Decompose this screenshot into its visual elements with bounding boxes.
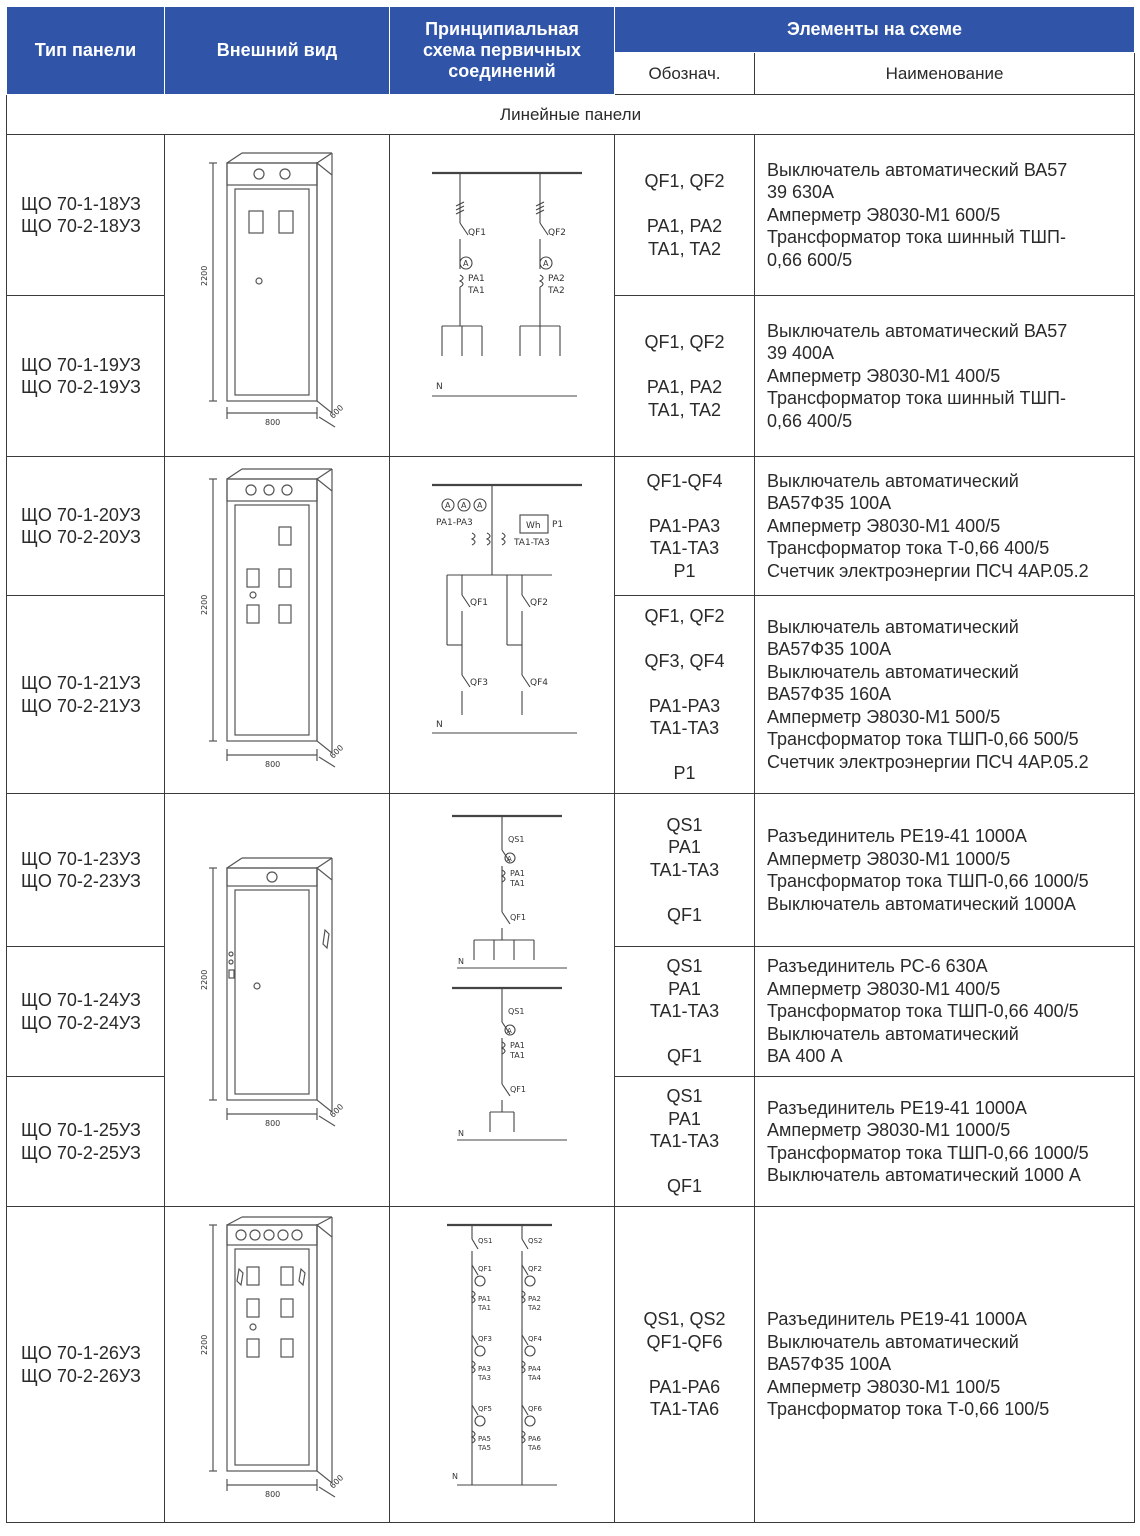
names-cell [755,296,1135,457]
code-line: QF1 [666,1176,702,1197]
label-qf1: QF1 [510,1085,526,1094]
cabinet-side [317,868,332,1112]
label-ta5: TA5 [478,1443,491,1452]
header-scheme-text: Принципиальная схема первичных соединений [423,19,581,81]
meter-window [279,605,291,623]
meter-window [279,211,293,233]
name-line: Амперметр Э8030-М1 600/5 [767,204,1001,225]
label-ta1: TA1 [468,285,485,296]
label-qf1: QF1 [478,1264,492,1273]
label-pa4: PA4 [528,1364,542,1373]
indicator-lamp [292,1230,302,1240]
meter-window [249,211,263,233]
scheme-cell [390,457,615,794]
type-line: ЩО 70-1-20УЗ [21,504,141,525]
code-line: PA1 [668,978,701,999]
label-ta1: TA1 [510,879,525,888]
code-line: PA1-PA3 [648,695,721,716]
code-line: TA1, TA2 [647,399,722,420]
label-qs1: QS1 [508,835,525,844]
code-line: PA1 [668,837,701,858]
cabinet-top-panel [227,868,317,886]
cabinet-door [235,505,309,735]
ammeter-symbol [525,1276,535,1286]
scheme-cell [390,135,615,457]
code-line: TA1-TA3 [649,859,720,880]
code-line [615,1153,754,1176]
code-line: QF1, QF2 [644,605,725,626]
code-line [615,492,754,515]
type-line: ЩО 70-1-19УЗ [21,354,141,375]
cabinet-body [227,479,317,741]
code-line [615,740,754,763]
code-line: PA1, PA2 [646,377,723,397]
name-line: ВА57Ф35 100А [767,639,892,660]
neutral-label: N [458,1129,464,1138]
indicator-lamp [267,872,277,882]
scheme-diagram [402,465,602,785]
label-qf4: QF4 [530,678,548,688]
neutral-label: N [436,381,443,392]
name-line: 0,66 400/5 [767,410,853,431]
label-pa1: PA1 [510,1041,525,1050]
meter-window [247,569,259,587]
name-line: ВА57Ф35 100А [767,1354,892,1375]
label-qf1: QF1 [468,227,486,238]
name-line: Трансформатор тока ТШП-0,66 1000/5 [767,871,1089,891]
label-pa6: PA6 [528,1434,542,1443]
cabinet-drawing [187,151,367,441]
cabinet-drawing [187,465,367,785]
cabinet-side [317,479,332,753]
branch-left [472,1265,485,1443]
label-qf2: QF2 [548,227,566,238]
ammeter-symbol [525,1346,535,1356]
label-qf1: QF1 [470,598,488,608]
meter-window [281,1267,293,1285]
code-line: QF1, QF2 [644,332,725,352]
type-line: ЩО 70-2-25УЗ [21,1142,141,1163]
type-line: ЩО 70-2-19УЗ [21,377,141,397]
appearance-cell [165,135,390,457]
codes-cell [615,135,755,296]
label-qf1: QF1 [510,913,526,922]
current-transformer [472,533,475,545]
door-lock [254,983,260,989]
names-cell [755,794,1135,947]
code-line: QS1, QS2 [643,1309,726,1330]
label-qf3: QF3 [470,678,488,688]
label-pa3: PA3 [478,1364,492,1373]
codes-cell [615,794,755,947]
type-line: ЩО 70-2-23УЗ [21,871,141,891]
code-line [615,672,754,695]
type-line: ЩО 70-2-20УЗ [21,527,141,547]
current-transformer [540,275,543,287]
codes-cell [615,1077,755,1207]
code-line: QS1 [666,814,703,835]
label-qf6: QF6 [528,1404,542,1413]
label-ta3: TA3 [478,1373,491,1382]
scheme-diagram [402,151,602,441]
depth-dim: 600 [328,1102,346,1120]
name-line: Трансформатор тока шинный ТШП- [767,227,1066,248]
meter-window [279,527,291,545]
label-qf2: QF2 [528,1264,542,1273]
neutral-label: N [436,720,443,730]
door-lock [256,278,262,284]
ammeter-letter: A [463,258,469,268]
header-name: Наименование [755,53,1135,95]
name-line: Выключатель автоматический [767,1331,1019,1352]
ammeter-letter: A [543,258,549,268]
indicator-lamp [254,169,264,179]
code-line: TA1, TA2 [647,238,722,259]
indicator-lamp [264,1230,274,1240]
codes-cell [615,1207,755,1523]
name-line: Разъединитель РЕ19-41 1000А [767,826,1027,846]
width-dim: 800 [265,760,281,769]
cabinet-top-panel [227,1225,317,1245]
door-lock [250,592,256,598]
cabinet-drawing [187,1215,367,1515]
switch-window [229,970,234,978]
code-line: QF3, QF4 [644,650,725,671]
depth-dim: 600 [328,1472,346,1490]
code-line: QF1, QF2 [644,171,725,191]
label-pa1: PA1 [468,273,485,284]
neutral-label: N [458,957,464,966]
label-pa5: PA5 [478,1434,492,1443]
branch-right [522,1265,535,1443]
row-type [7,1077,165,1207]
name-line: Амперметр Э8030-М1 400/5 [767,365,1001,386]
type-line: ЩО 70-1-18УЗ [21,193,141,214]
code-line: QF1 [666,1046,702,1067]
panel-table [6,6,1135,1523]
cabinet-side [317,163,332,413]
code-line: P1 [673,560,696,581]
name-line: Счетчик электроэнергии ПСЧ 4АР.05.2 [767,560,1089,581]
feeder-2 [520,173,560,356]
type-line: ЩО 70-2-18УЗ [21,216,141,236]
name-line: Амперметр Э8030-М1 500/5 [767,706,1001,727]
meter-window [279,569,291,587]
codes-cell [615,296,755,457]
code-line: QS1 [666,1086,703,1107]
label-qf2: QF2 [530,598,548,608]
code-line: TA1-TA6 [649,1399,720,1420]
code-line: QF1 [666,904,702,925]
name-line: Счетчик электроэнергии ПСЧ 4АР.05.2 [767,751,1089,772]
name-line: Трансформатор тока Т-0,66 100/5 [767,1399,1050,1420]
label-pa1: PA1 [478,1294,492,1303]
name-line: Выключатель автоматический ВА57 [767,159,1068,180]
label-ta4: TA4 [528,1373,541,1382]
ammeter-letter: A [507,855,512,863]
name-line: ВА 400 А [767,1046,843,1067]
width-dim: 800 [265,1489,281,1499]
name-line: Выключатель автоматический 1000 А [767,1165,1081,1185]
row-type [7,596,165,794]
name-line: Трансформатор тока Т-0,66 400/5 [767,538,1050,559]
depth-dim: 600 [328,743,346,761]
label-ta2: TA2 [528,1303,541,1312]
row-type [7,1207,165,1523]
type-line: ЩО 70-1-23УЗ [21,848,141,869]
name-line: 39 630А [767,182,835,203]
header-appearance: Внешний вид [165,7,390,95]
name-line: Выключатель автоматический [767,661,1019,682]
cabinet-body [227,1225,317,1471]
name-line: Разъединитель РС-6 630А [767,956,988,977]
type-line: ЩО 70-2-24УЗ [21,1012,141,1033]
cabinet-body [227,868,317,1100]
name-line: 0,66 600/5 [767,249,853,270]
header-panel-type: Тип панели [7,7,165,95]
scheme-cell [390,794,615,1207]
cabinet-door [235,1249,309,1465]
label-qf5: QF5 [478,1404,492,1413]
ammeter-letter: A [477,501,483,510]
appearance-cell [165,457,390,794]
name-line: Амперметр Э8030-М1 100/5 [767,1376,1001,1397]
code-line [615,1353,754,1376]
ammeter-letter: A [461,501,467,510]
label-ta6: TA6 [528,1443,541,1452]
type-line: ЩО 70-2-21УЗ [21,695,141,716]
code-line: TA1-TA3 [649,718,720,738]
label-ta2: TA2 [548,285,565,296]
code-line: QF1-QF4 [646,470,723,491]
name-line: Выключатель автоматический [767,616,1019,637]
code-line: TA1-TA3 [649,1001,720,1022]
meter-window [281,1339,293,1357]
cabinet-door [235,890,309,1094]
name-line: Амперметр Э8030-М1 1000/5 [767,1120,1011,1140]
scheme-cell [390,1207,615,1523]
indicator-lamp [280,169,290,179]
type-line: ЩО 70-1-21УЗ [21,673,141,693]
cabinet-drawing [187,850,367,1150]
name-line: Выключатель автоматический [767,470,1019,491]
names-cell [755,596,1135,794]
code-line: P1 [673,763,696,783]
appearance-cell [165,794,390,1207]
code-line [615,627,754,650]
label-pa2: PA2 [528,1294,542,1303]
meter-window [247,1267,259,1285]
ammeter-letter: A [445,501,451,510]
row-type [7,794,165,947]
appearance-cell [165,1207,390,1523]
name-line: Трансформатор тока ТШП-0,66 1000/5 [767,1142,1089,1163]
row-type [7,296,165,457]
name-line: Амперметр Э8030-М1 400/5 [767,978,1001,999]
label-qs1: QS1 [478,1236,493,1245]
indicator-lamp [282,485,292,495]
indicator-dot [229,952,233,956]
label-ta1: TA1 [510,1051,525,1060]
type-line: ЩО 70-1-26УЗ [21,1343,141,1363]
label-ta-group: TA1-TA3 [514,538,550,548]
meter-window [247,605,259,623]
type-line: ЩО 70-2-26УЗ [21,1365,141,1386]
code-line: QF1-QF6 [646,1331,723,1352]
code-line [615,354,754,377]
scheme-b [452,988,567,1140]
cabinet-top-panel [227,479,317,501]
cabinet-door [235,189,309,395]
label-pa2: PA2 [548,273,565,284]
ammeter-symbol [475,1346,485,1356]
indicator-dot [229,960,233,964]
meter-window [247,1299,259,1317]
code-line: TA1-TA3 [649,538,720,559]
code-line: TA1-TA3 [649,1131,720,1152]
code-line [615,1023,754,1046]
name-line: Выключатель автоматический ВА57 [767,320,1068,341]
meter-letter: Wh [526,521,541,531]
name-line: ВА57Ф35 160А [767,684,892,705]
names-cell [755,1207,1135,1523]
meter-window [281,1299,293,1317]
scheme-diagram [402,1215,602,1515]
label-pa1: PA1 [510,869,525,878]
label-p1: P1 [552,520,564,530]
cabinet-side [317,1225,332,1483]
door-handle [299,1269,305,1285]
name-line: Разъединитель РЕ19-41 1000А [767,1097,1027,1118]
code-line [615,193,754,216]
feeder-1 [442,173,482,356]
door-lock [250,1324,256,1330]
code-line [615,881,754,904]
label-qs2: QS2 [528,1236,543,1245]
code-line: PA1-PA3 [648,515,721,536]
name-line: Трансформатор тока шинный ТШП- [767,388,1066,409]
codes-cell [615,596,755,794]
ammeter-letter: A [507,1027,512,1035]
name-line: Амперметр Э8030-М1 400/5 [767,515,1001,536]
names-cell [755,1077,1135,1207]
header-elements: Элементы на схеме [615,7,1135,53]
row-type [7,457,165,596]
label-pa-group: PA1-PA3 [436,518,473,528]
indicator-lamp [236,1230,246,1240]
cabinet-top-panel [227,163,317,185]
scheme-a [452,816,567,968]
codes-cell [615,457,755,596]
label-qf4: QF4 [528,1334,542,1343]
label-qs1: QS1 [508,1007,525,1016]
name-line: ВА57Ф35 100А [767,493,892,514]
type-line: ЩО 70-1-25УЗ [21,1120,141,1140]
type-line: ЩО 70-1-24УЗ [21,990,141,1010]
name-line: Выключатель автоматический [767,1023,1019,1044]
code-line: PA1-PA6 [648,1376,721,1397]
current-transformer [460,275,463,287]
label-qf3: QF3 [478,1334,492,1343]
meter-window [247,1339,259,1357]
width-dim: 800 [265,417,281,427]
row-type [7,135,165,296]
header-code: Обознач. [615,53,755,95]
indicator-lamp [246,485,256,495]
height-dim: 2200 [200,1334,209,1355]
section-title: Линейные панели [7,95,1135,135]
name-line: Разъединитель РЕ19-41 1000А [767,1309,1027,1330]
door-handle [237,1269,243,1285]
height-dim: 2200 [200,969,209,990]
code-line: PA1 [668,1108,701,1129]
ammeter-symbol [475,1276,485,1286]
name-line: 39 400А [767,343,835,364]
side-handle [323,930,329,948]
ammeter-symbol [475,1416,485,1426]
ammeter-symbol [525,1416,535,1426]
names-cell [755,457,1135,596]
name-line: Амперметр Э8030-М1 1000/5 [767,848,1011,869]
code-line: PA1, PA2 [646,216,723,236]
scheme-diagram [402,800,602,1200]
indicator-lamp [250,1230,260,1240]
height-dim: 2200 [200,594,209,615]
depth-dim: 600 [328,402,346,420]
name-line: Трансформатор тока ТШП-0,66 500/5 [767,729,1079,750]
cabinet-body [227,163,317,401]
height-dim: 2200 [200,265,209,286]
neutral-label: N [452,1471,458,1481]
label-ta1: TA1 [478,1303,491,1312]
indicator-lamp [264,485,274,495]
names-cell [755,135,1135,296]
name-line: Трансформатор тока ТШП-0,66 400/5 [767,1001,1079,1022]
indicator-lamp [278,1230,288,1240]
name-line: Выключатель автоматический 1000А [767,893,1076,914]
codes-cell [615,947,755,1077]
code-line: QS1 [666,956,703,977]
header-scheme [390,7,615,95]
names-cell [755,947,1135,1077]
row-type [7,947,165,1077]
width-dim: 800 [265,1119,281,1128]
